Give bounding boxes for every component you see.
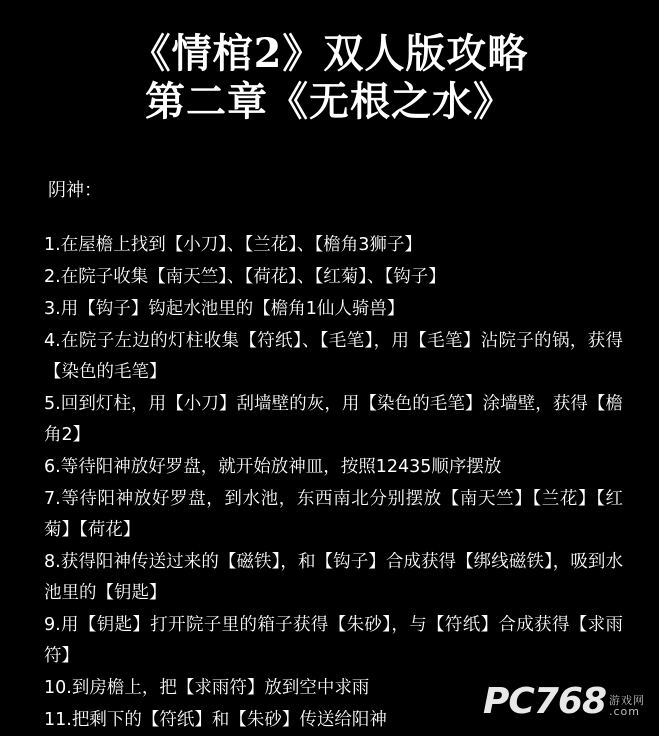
- title-line-1: 《情棺2》双人版攻略: [130, 30, 529, 77]
- section-label: 阴神：: [48, 180, 102, 201]
- list-item: 7.等待阳神放好罗盘，到水池，东西南北分别摆放【南天竺】【兰花】【红菊】【荷花】: [44, 489, 623, 540]
- list-item: 10.到房檐上，把【求雨符】放到空中求雨: [44, 678, 370, 698]
- watermark-cn-text: 游戏网: [609, 694, 645, 707]
- watermark-domain-text: .com: [609, 705, 640, 718]
- list-item: 3.用【钩子】钩起水池里的【檐角1仙人骑兽】: [44, 299, 405, 319]
- page-title: [0, 0, 659, 126]
- list-item: 9.用【钥匙】打开院子里的箱子获得【朱砂】，与【符纸】合成获得【求雨符】: [44, 615, 623, 666]
- list-item: 8.获得阳神传送过来的【磁铁】，和【钩子】合成获得【绑线磁铁】，吸到水池里的【钥匙】: [44, 552, 623, 603]
- list-item: 11.把剩下的【符纸】和【朱砂】传送给阳神: [44, 710, 387, 730]
- steps-list: [44, 230, 623, 736]
- list-item: 2.在院子收集【南天竺】、【荷花】、【红菊】、【钩子】: [44, 267, 446, 287]
- list-item: 6.等待阳神放好罗盘，就开始放神皿，按照12435顺序摆放: [44, 457, 502, 477]
- site-watermark: [483, 681, 645, 722]
- watermark-logo-text: PC768: [483, 681, 606, 722]
- list-item: 5.回到灯柱，用【小刀】刮墙壁的灰，用【染色的毛笔】涂墙壁，获得【檐角2】: [44, 394, 623, 445]
- list-item: 1.在屋檐上找到【小刀】、【兰花】、【檐角3狮子】: [44, 235, 422, 255]
- list-item: 4.在院子左边的灯柱收集【符纸】、【毛笔】，用【毛笔】沾院子的锅，获得【染色的毛笔】: [44, 331, 623, 382]
- title-line-2: 第二章《无根之水》: [145, 78, 514, 125]
- watermark-suffix: [609, 695, 645, 720]
